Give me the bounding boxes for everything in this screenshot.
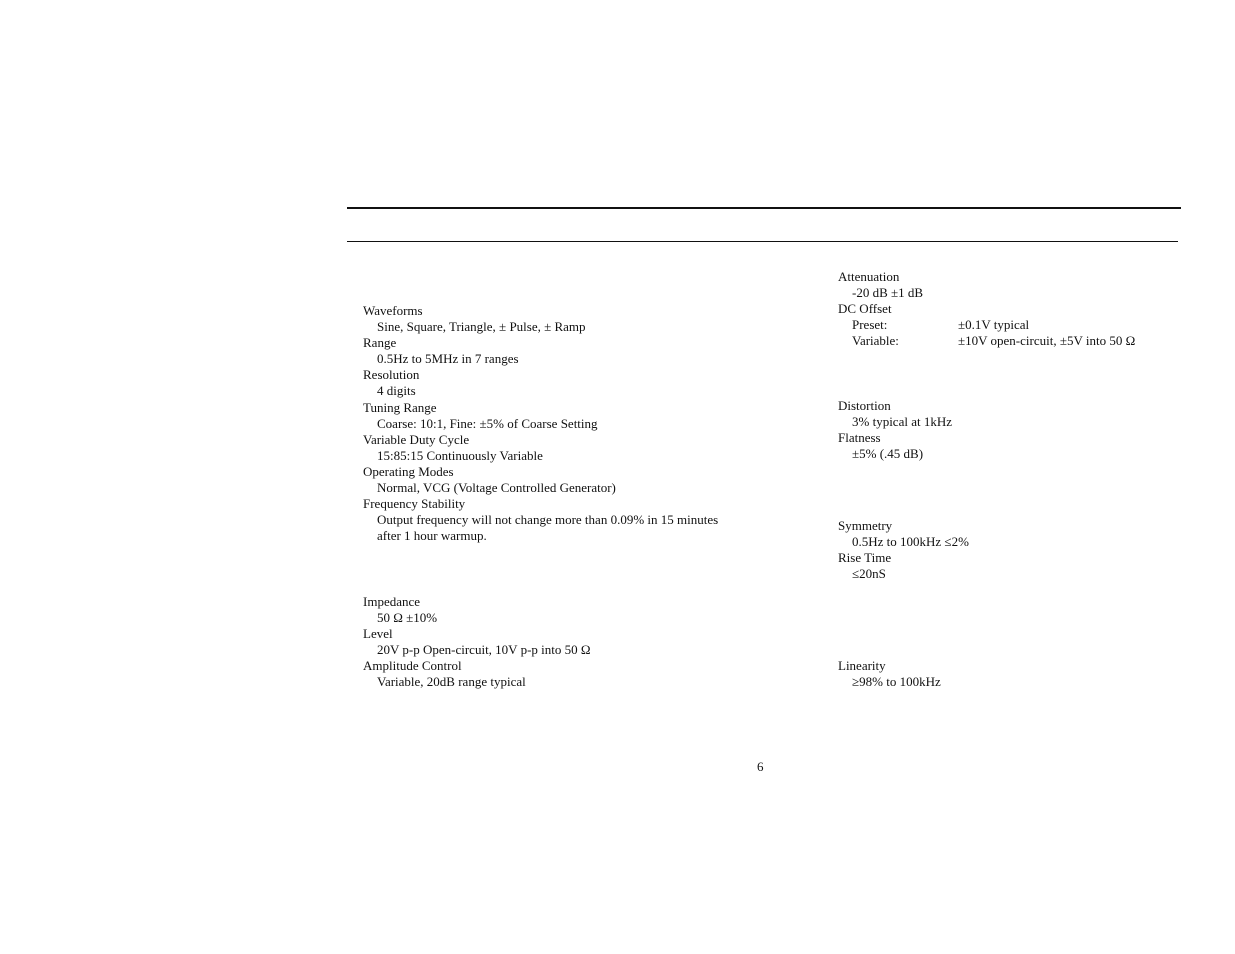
- spec-label-impedance: Impedance: [363, 594, 421, 609]
- spec-label-variable-duty-cycle: Variable Duty Cycle: [363, 431, 470, 447]
- spec-label-dc-offset: DC Offset: [838, 301, 892, 317]
- spec-label-rise-time: Rise Time: [838, 550, 892, 566]
- spec-label-range: Range: [363, 335, 397, 351]
- spec-value-level: 20V p-p Open-circuit, 10V p-p into 50 Ω: [377, 642, 591, 658]
- dc-offset-variable-key: Variable:: [852, 333, 899, 349]
- output-attenuation-specs: [838, 269, 1135, 349]
- spec-label-attenuation: Attenuation: [838, 269, 900, 284]
- spec-value-amplitude-control: Variable, 20dB range typical: [377, 674, 526, 690]
- spec-value-range: 0.5Hz to 5MHz in 7 ranges: [377, 351, 519, 367]
- square-specs: [838, 518, 969, 582]
- spec-label-waveforms: Waveforms: [363, 303, 423, 318]
- spec-value-resolution: 4 digits: [377, 383, 416, 399]
- header-rule-thin: [347, 241, 1178, 242]
- header-rule-thick: [347, 207, 1181, 209]
- spec-value-symmetry: 0.5Hz to 100kHz ≤2%: [852, 534, 969, 550]
- spec-value-flatness: ±5% (.45 dB): [852, 446, 924, 462]
- frequency-specs: [363, 303, 727, 544]
- dc-offset-preset-key: Preset:: [852, 317, 888, 333]
- spec-value-linearity: ≥98% to 100kHz: [852, 674, 941, 690]
- spec-label-symmetry: Symmetry: [838, 518, 893, 533]
- dc-offset-preset-row: [838, 317, 1135, 333]
- spec-value-operating-modes: Normal, VCG (Voltage Controlled Generator): [377, 480, 616, 496]
- spec-label-amplitude-control: Amplitude Control: [363, 658, 462, 674]
- dc-offset-preset-value: ±0.1V typical: [958, 317, 1030, 333]
- spec-value-attenuation: -20 dB ±1 dB: [852, 285, 924, 301]
- dc-offset-variable-value: ±10V open-circuit, ±5V into 50 Ω: [958, 333, 1136, 349]
- page-number: 6: [757, 759, 764, 774]
- output-specs: [363, 594, 591, 691]
- dc-offset-variable-row: [838, 333, 1135, 349]
- spec-label-linearity: Linearity: [838, 658, 886, 673]
- spec-label-tuning-range: Tuning Range: [363, 399, 437, 415]
- spec-value-distortion: 3% typical at 1kHz: [852, 414, 952, 430]
- spec-label-operating-modes: Operating Modes: [363, 463, 454, 479]
- spec-label-resolution: Resolution: [363, 367, 420, 383]
- spec-label-frequency-stability: Frequency Stability: [363, 496, 466, 512]
- spec-value-tuning-range: Coarse: 10:1, Fine: ±5% of Coarse Setting: [377, 415, 598, 431]
- spec-label-distortion: Distortion: [838, 398, 891, 413]
- triangle-specs: [838, 658, 941, 690]
- sine-specs: [838, 398, 952, 462]
- spec-value-waveforms: Sine, Square, Triangle, ± Pulse, ± Ramp: [377, 319, 586, 335]
- spec-value-impedance: 50 Ω ±10%: [377, 610, 438, 626]
- spec-value-frequency-stability: Output frequency will not change more than 0.09% in 15 minutes after 1 hour warmup.: [377, 512, 719, 544]
- spec-label-flatness: Flatness: [838, 430, 881, 446]
- spec-value-variable-duty-cycle: 15:85:15 Continuously Variable: [377, 447, 543, 463]
- spec-label-level: Level: [363, 626, 393, 642]
- spec-value-rise-time: ≤20nS: [852, 566, 886, 582]
